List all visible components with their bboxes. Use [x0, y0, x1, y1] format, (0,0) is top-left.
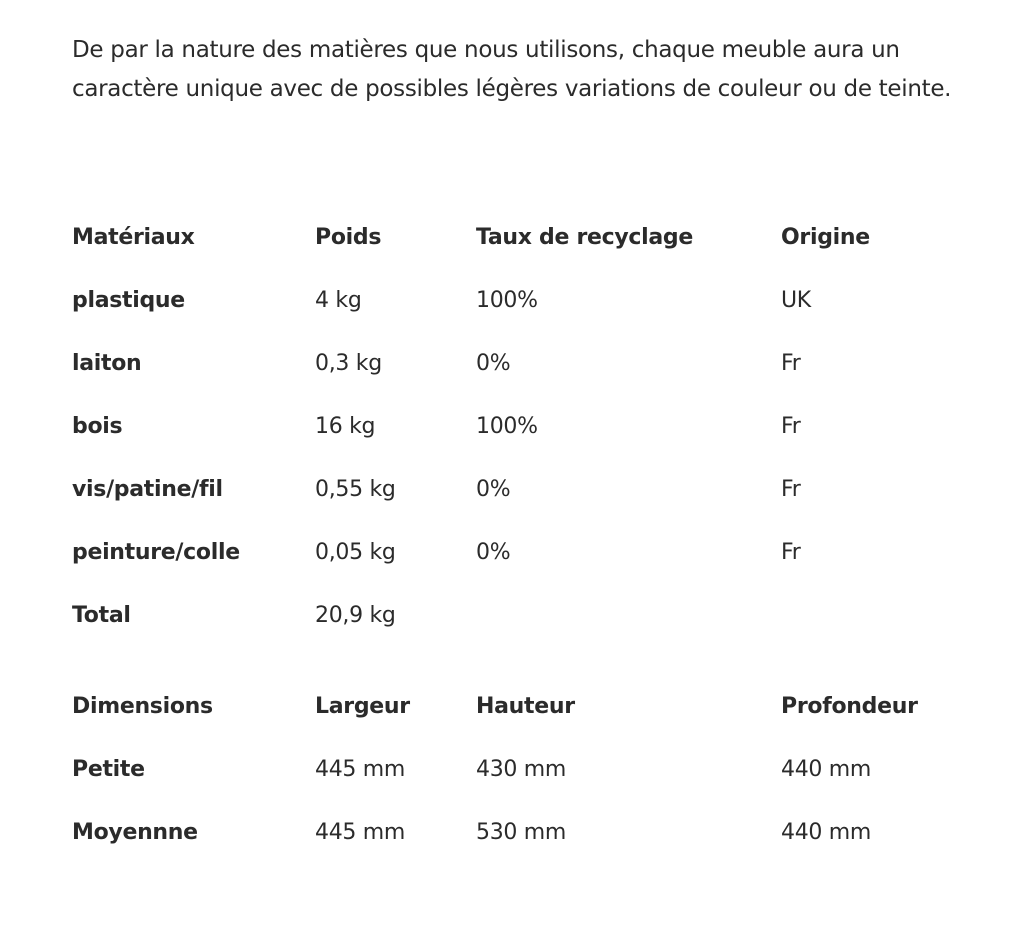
table-cell: 100% [476, 414, 538, 439]
table-cell: Petite [72, 757, 145, 782]
table-cell: 16 kg [315, 414, 376, 439]
table-cell: 4 kg [315, 288, 362, 313]
column-header: Dimensions [72, 694, 213, 719]
table-cell: 430 mm [476, 757, 567, 782]
dimensions-table [72, 675, 981, 864]
table-cell: Total [72, 603, 131, 628]
table-cell: bois [72, 414, 123, 439]
column-header: Profondeur [781, 694, 918, 719]
column-header: Poids [315, 225, 382, 250]
table-cell: Fr [781, 414, 801, 439]
table-cell: 440 mm [781, 757, 872, 782]
table-row [72, 738, 981, 801]
table-row [72, 332, 981, 395]
table-cell: Fr [781, 477, 801, 502]
table-cell: 0,05 kg [315, 540, 396, 565]
table-cell: Fr [781, 540, 801, 565]
table-row [72, 801, 981, 864]
table-cell [476, 584, 781, 647]
column-header: Matériaux [72, 225, 195, 250]
table-cell: 445 mm [315, 757, 406, 782]
table-cell: 0,55 kg [315, 477, 396, 502]
column-header: Origine [781, 225, 870, 250]
table-cell: plastique [72, 288, 185, 313]
table-row [72, 584, 981, 647]
table-cell: 530 mm [476, 820, 567, 845]
table-row [72, 269, 981, 332]
table-cell: vis/patine/fil [72, 477, 223, 502]
table-cell: 100% [476, 288, 538, 313]
table-row [72, 395, 981, 458]
table-cell [781, 584, 981, 647]
table-cell: 445 mm [315, 820, 406, 845]
table-cell: 440 mm [781, 820, 872, 845]
table-cell: 0,3 kg [315, 351, 382, 376]
column-header: Taux de recyclage [476, 225, 694, 250]
table-header-row [72, 206, 981, 269]
table-cell: 0% [476, 540, 511, 565]
table-cell: Moyennne [72, 820, 198, 845]
materials-table [72, 206, 981, 647]
column-header: Hauteur [476, 694, 575, 719]
table-cell: Fr [781, 351, 801, 376]
table-cell: 20,9 kg [315, 603, 396, 628]
table-row [72, 458, 981, 521]
table-cell: peinture/colle [72, 540, 240, 565]
table-row [72, 521, 981, 584]
table-header-row [72, 675, 981, 738]
table-cell: 0% [476, 351, 511, 376]
intro-paragraph: De par la nature des matières que nous utilisons, chaque meuble aura un caractère unique avec de possibles légères variations de couleur ou de teinte. [72, 37, 952, 102]
table-cell: laiton [72, 351, 142, 376]
column-header: Largeur [315, 694, 410, 719]
table-cell: UK [781, 288, 811, 313]
table-cell: 0% [476, 477, 511, 502]
